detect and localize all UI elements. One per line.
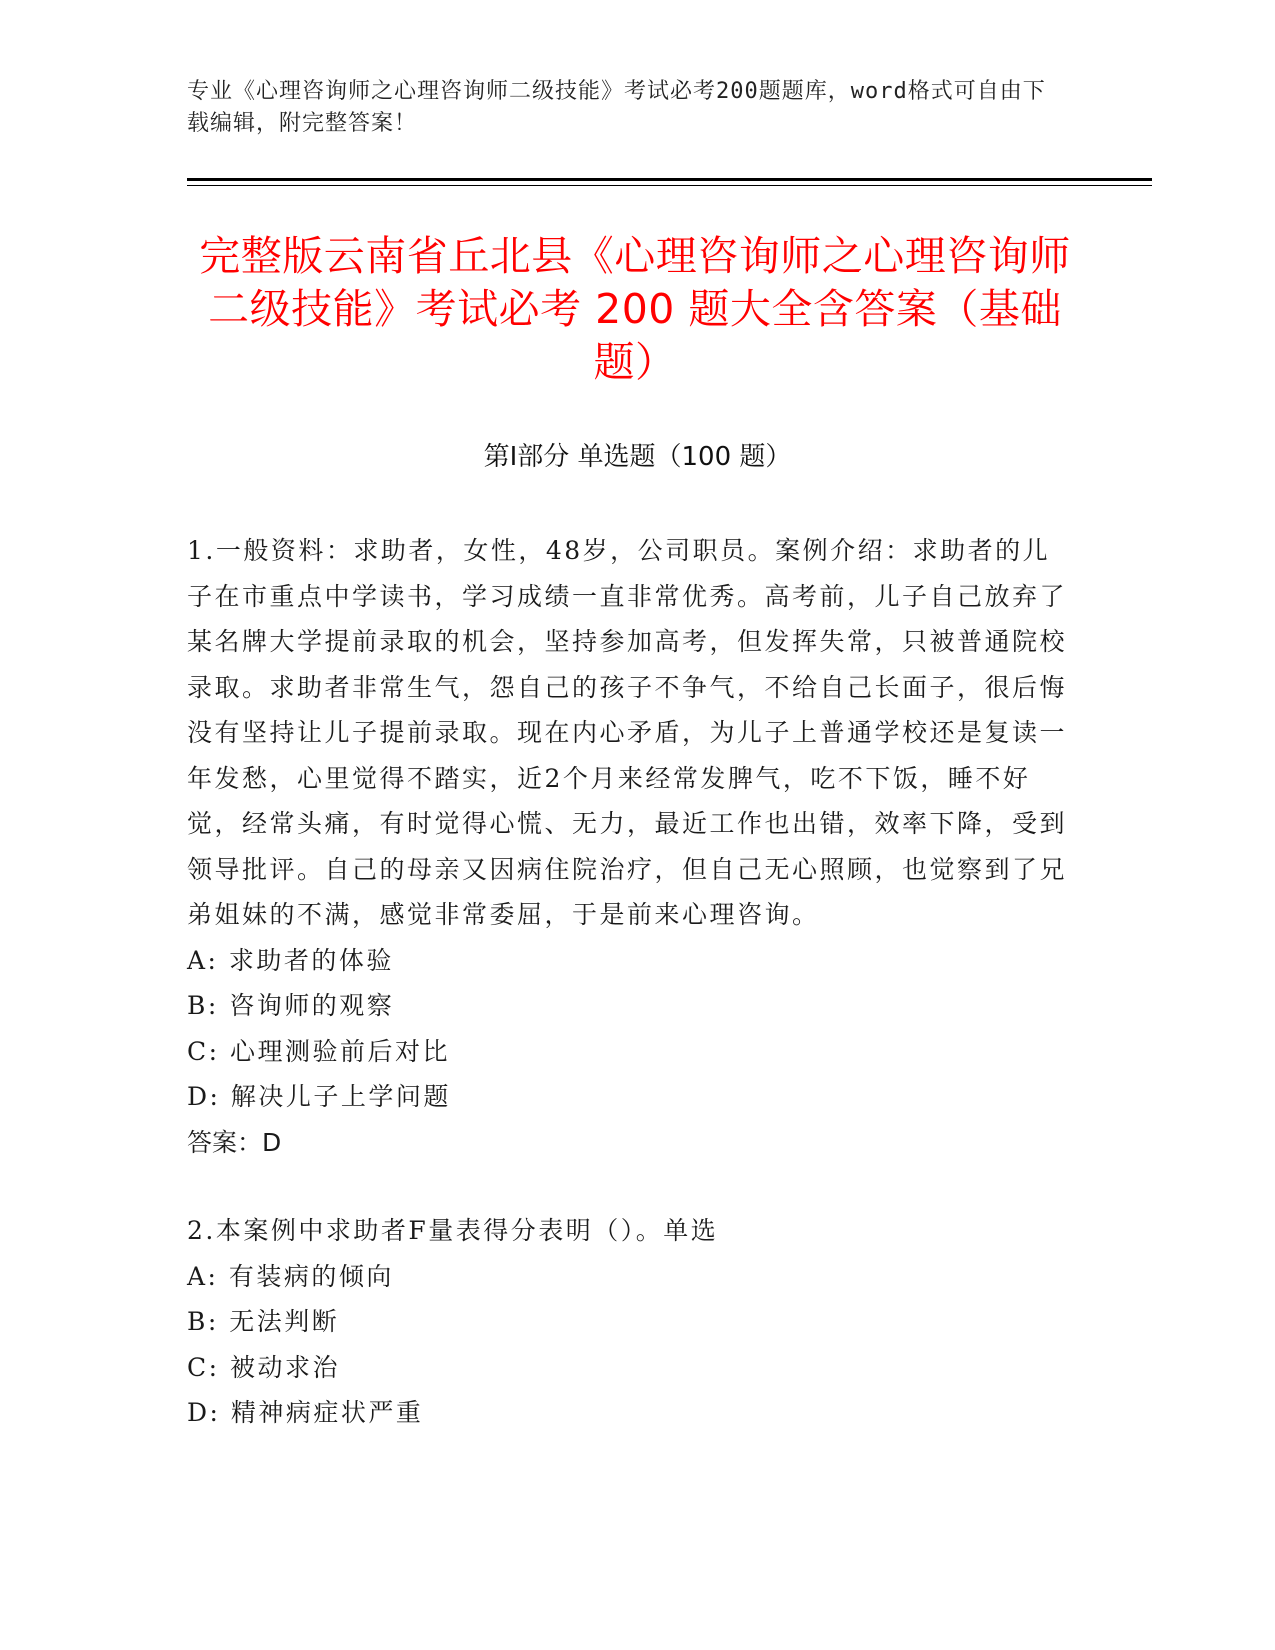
- header-rule-thick: [187, 178, 1152, 181]
- option-d: D: 精神病症状严重: [187, 1398, 424, 1427]
- header-note: 专业《心理咨询师之心理咨询师二级技能》考试必考200题题库，word格式可自由下载编辑，附完整答案！: [187, 79, 1046, 136]
- option-b: B: 无法判断: [187, 1307, 340, 1336]
- option-b: B: 咨询师的观察: [187, 991, 395, 1020]
- option-c: C: 被动求治: [187, 1352, 340, 1382]
- option-d: D: 解决儿子上学问题: [187, 1082, 451, 1111]
- question-stem: 2.本案例中求助者F量表得分表明（）。单选: [187, 1216, 719, 1245]
- question-list: [187, 528, 1067, 1436]
- question-spacer: [187, 1165, 1067, 1208]
- option-c: C: 心理测验前后对比: [187, 1036, 450, 1066]
- question-2: [187, 1208, 1067, 1436]
- section-title: 第Ⅰ部分 单选题（100 题）: [483, 442, 792, 472]
- document-title: 完整版云南省丘北县《心理咨询师之心理咨询师二级技能》考试必考 200 题大全含答案（基础题）: [199, 232, 1071, 386]
- option-a: A: 有装病的倾向: [187, 1261, 394, 1291]
- option-a: A: 求助者的体验: [187, 945, 394, 975]
- question-1: [187, 528, 1067, 1165]
- header-rule-thin: [187, 185, 1152, 186]
- answer: 答案：D: [187, 1127, 282, 1157]
- question-stem: 1.一般资料：求助者，女性，48岁，公司职员。案例介绍：求助者的儿子在市重点中学读书，学习成绩一直非常优秀。高考前，儿子自己放弃了某名牌大学提前录取的机会，坚持参加高考，但发挥失常，只被普通院校录取。求助者非常生气，怨自己的孩子不争气，不给自己长面子，很后悔没有坚持让儿子提前录取。现在内心矛盾，为儿子上普通学校还是复读一年发愁，心里觉得不踏实，近2个月来经常发脾气，吃不下饭，睡不好觉，经常头痛，有时觉得心慌、无力，最近工作也出错，效率下降，受到领导批评。自己的母亲又因病住院治疗，但自己无心照顾，也觉察到了兄弟姐妹的不满，感觉非常委屈，于是前来心理咨询。: [187, 536, 1068, 929]
